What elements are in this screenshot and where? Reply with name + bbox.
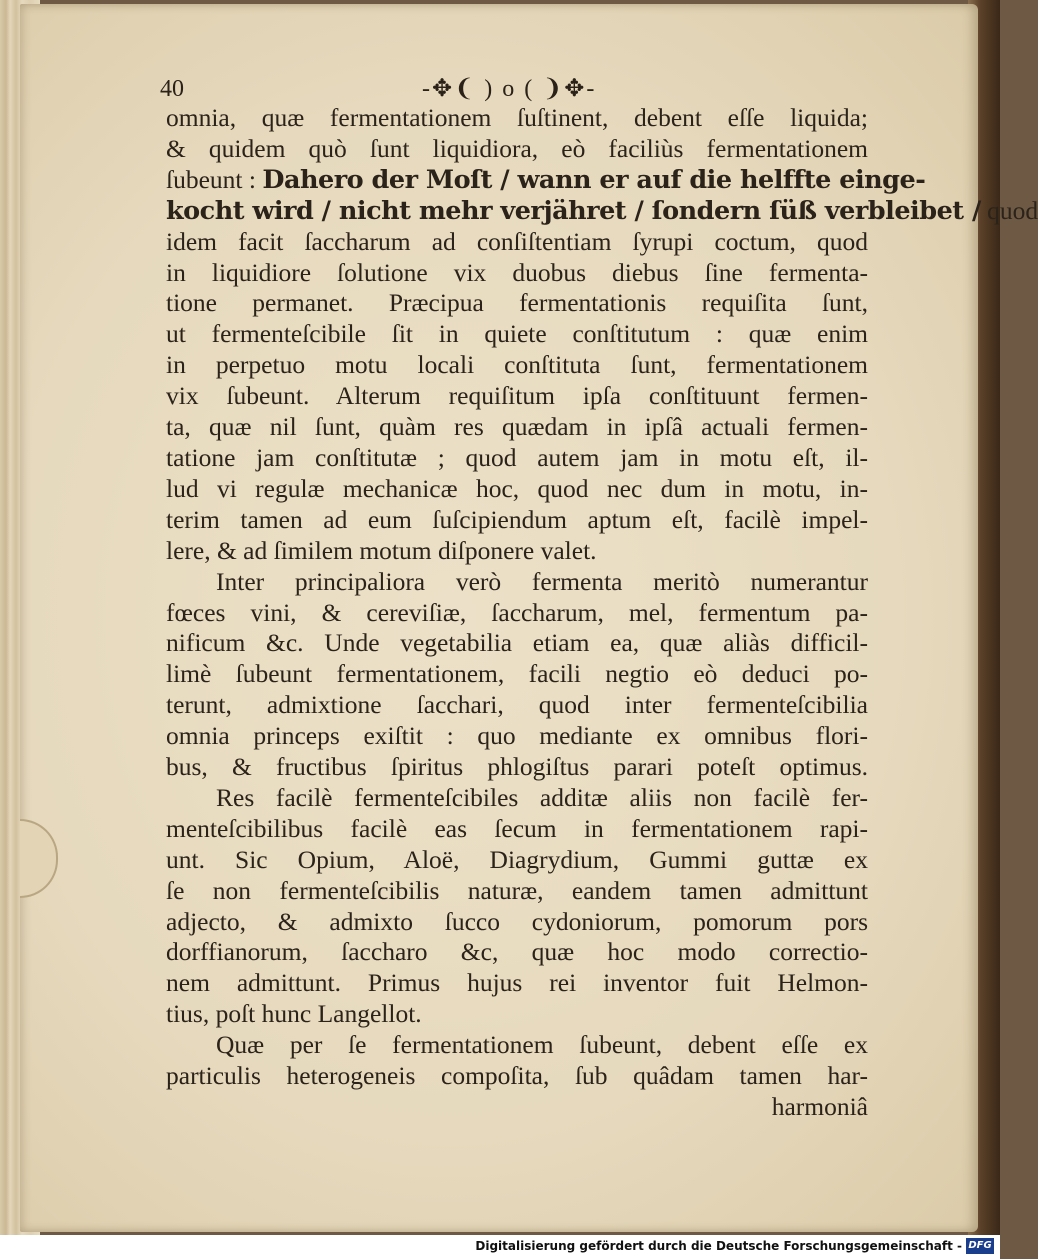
text-line: idem facit ſaccharum ad conſiſtentiam ſyrupi coctum, quod bbox=[166, 226, 868, 256]
text-line: tius, poſt hunc Langellot. bbox=[166, 999, 422, 1029]
text-line: ſe non fermenteſcibilis naturæ, eandem tamen admittunt bbox=[166, 875, 868, 905]
text-line: bus, & fructibus ſpiritus phlogiſtus parari poteſt optimus. bbox=[166, 752, 868, 782]
text-line: nem admittunt. Primus hujus rei inventor fuit Helmon- bbox=[166, 968, 868, 998]
text-line-latin: ſubeunt : bbox=[166, 164, 256, 194]
page-number: 40 bbox=[160, 76, 184, 102]
text-line: in perpetuo motu locali conſtituta ſunt, fermentationem bbox=[166, 350, 868, 380]
text-line: tatione jam conſtitutæ ; quod autem jam in motu eſt, il- bbox=[166, 442, 868, 472]
text-line: ta, quæ nil ſunt, quàm res quædam in ipſâ actuali fermen- bbox=[166, 412, 868, 442]
text-line: omnia, quæ fermentationem ſuſtinent, debent eſſe liquida; bbox=[166, 103, 868, 132]
text-line: lud vi regulæ mechanicæ hoc, quod nec dum in motu, in- bbox=[166, 473, 868, 503]
catchword: harmoniâ bbox=[771, 1092, 868, 1121]
text-line: tione permanet. Præcipua fermentationis requiſita ſunt, bbox=[166, 288, 868, 318]
text-line: limè ſubeunt fermentationem, facili negtio eò deduci po- bbox=[166, 659, 868, 689]
text-line: menteſcibilibus facilè eas ſecum in fermentationem rapi- bbox=[166, 813, 868, 843]
text-line: omnia princeps exiſtit : quo mediante ex omnibus flori- bbox=[166, 721, 868, 751]
text-line: nificum &c. Unde vegetabilia etiam ea, quæ aliàs difficil- bbox=[166, 628, 868, 658]
text-line: dorffianorum, ſaccharo &c, quæ hoc modo correctio- bbox=[166, 937, 868, 967]
text-line: ut fermenteſcibile ſit in quiete conſtitutum : quæ enim bbox=[166, 319, 868, 349]
paragraph-start-line: Inter principaliora verò fermenta meritò numerantur bbox=[216, 566, 868, 596]
digitization-footer bbox=[0, 1235, 1000, 1259]
paragraph-start-line: Quæ per ſe fermentationem ſubeunt, debent eſſe ex bbox=[216, 1030, 868, 1060]
text-line: & quidem quò ſunt liquidiora, eò faciliùs fermentationem bbox=[166, 133, 868, 163]
header-ornament: -✥❨ ) o ( ❩✥- bbox=[422, 76, 597, 102]
text-line: terim tamen ad eum ſuſcipiendum aptum eſt, facilè impel- bbox=[166, 504, 868, 534]
paragraph-start-line: Res facilè fermenteſcibiles additæ aliis non facilè fer- bbox=[216, 782, 868, 812]
text-line-latin: quod bbox=[980, 195, 1038, 225]
page-tab-notch bbox=[20, 819, 58, 898]
text-line: particulis heterogeneis compoſita, ſub quâdam tamen har- bbox=[166, 1061, 868, 1091]
body-text bbox=[166, 103, 1038, 1123]
page-header bbox=[160, 74, 868, 104]
text-line: terunt, admixtione ſacchari, quod inter fermenteſcibilia bbox=[166, 690, 868, 720]
text-line: vix ſubeunt. Alterum requiſitum ipſa conſtituunt fermen- bbox=[166, 381, 868, 411]
text-line-mixed bbox=[166, 164, 926, 196]
fraktur-text: kocht wird / nicht mehr verjähret / ſondern ſüß verbleibet / bbox=[166, 195, 981, 226]
text-line: unt. Sic Opium, Aloë, Diagrydium, Gummi guttæ ex bbox=[166, 844, 868, 874]
footer-credit: Digitalisierung gefördert durch die Deutsche Forschungsgemeinschaft - bbox=[475, 1239, 962, 1253]
fraktur-text: Dahero der Moſt / wann er auf die helffte einge- bbox=[262, 164, 926, 195]
text-line-mixed bbox=[166, 195, 1038, 227]
text-line: fœces vini, & cereviſiæ, ſaccharum, mel, fermentum pa- bbox=[166, 597, 868, 627]
text-line: adjecto, & admixto ſucco cydoniorum, pomorum pors bbox=[166, 906, 868, 936]
text-line: in liquidiore ſolutione vix duobus diebus ſine fermenta- bbox=[166, 257, 868, 287]
dfg-logo-icon: DFG bbox=[966, 1238, 994, 1254]
text-line: lere, & ad ſimilem motum diſponere valet. bbox=[166, 535, 597, 565]
